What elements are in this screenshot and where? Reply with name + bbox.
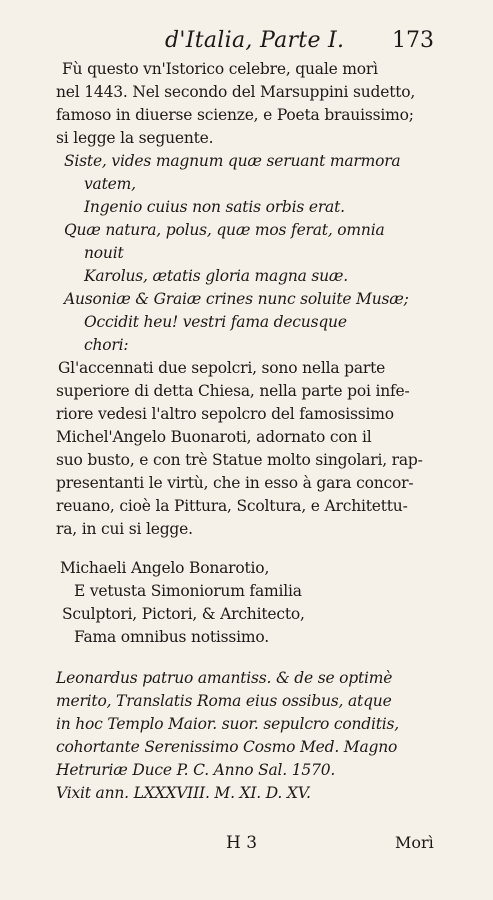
intro-paragraph <box>56 58 444 150</box>
text-line: ra, in cui si legge. <box>56 520 193 538</box>
page-body <box>56 58 444 805</box>
text-line: reuano, cioè la Pittura, Scoltura, e Architettu- <box>56 497 408 515</box>
epitaph-line: Karolus, ætatis gloria magna suæ. <box>84 267 349 285</box>
inscription-line: in hoc Templo Maior. suor. sepulcro conditis, <box>56 715 400 733</box>
text-line: si legge la seguente. <box>56 129 214 147</box>
epitaph-line: Michaeli Angelo Bonarotio, <box>60 559 270 577</box>
text-line: riore vedesi l'altro sepolcro del famosissimo <box>56 405 394 423</box>
page-footer <box>0 833 493 863</box>
page-header <box>0 28 493 60</box>
inscription-line: merito, Translatis Roma eius ossibus, atque <box>56 692 392 710</box>
second-paragraph <box>56 357 444 541</box>
inscription-line: Vixit ann. LXXXVIII. M. XI. D. XV. <box>56 784 311 802</box>
epitaph-line: Fama omnibus notissimo. <box>74 628 270 646</box>
inscription-line: Leonardus patruo amantiss. & de se optimè <box>56 669 393 687</box>
epitaph-line: vatem, <box>84 175 136 193</box>
text-line: superiore di detta Chiesa, nella parte poi infe- <box>56 382 410 400</box>
inscription-line: Hetruriæ Duce P. C. Anno Sal. 1570. <box>56 761 336 779</box>
epitaph-line: Sculptori, Pictori, & Architecto, <box>62 605 305 623</box>
buonarroti-epitaph <box>56 557 444 649</box>
dedication-inscription <box>56 667 444 805</box>
epitaph-line: nouit <box>84 244 124 262</box>
marsuppini-epitaph <box>56 150 444 357</box>
inscription-line: cohortante Serenissimo Cosmo Med. Magno <box>56 738 398 756</box>
text-line: Gl'accennati due sepolcri, sono nella parte <box>58 359 386 377</box>
epitaph-line: Quæ natura, polus, quæ mos ferat, omnia <box>64 221 385 239</box>
text-line: nel 1443. Nel secondo del Marsuppini sudetto, <box>56 83 416 101</box>
catchword: Morì <box>395 833 434 852</box>
text-line: Michel'Angelo Buonaroti, adornato con il <box>56 428 372 446</box>
text-line: Fù questo vn'Istorico celebre, quale morì <box>62 60 378 78</box>
text-line: famoso in diuerse scienze, e Poeta brauissimo; <box>56 106 414 124</box>
epitaph-line: chori: <box>84 336 129 354</box>
epitaph-line: Siste, vides magnum quæ seruant marmora <box>64 152 401 170</box>
signature-mark: H 3 <box>226 833 258 853</box>
text-line: suo busto, e con trè Statue molto singolari, rap- <box>56 451 423 469</box>
epitaph-line: E vetusta Simoniorum familia <box>74 582 302 600</box>
epitaph-line: Occidit heu! vestri fama decusque <box>84 313 347 331</box>
page-number: 173 <box>392 28 434 53</box>
epitaph-line: Ingenio cuius non satis orbis erat. <box>84 198 345 216</box>
text-line: presentanti le virtù, che in esso à gara concor- <box>56 474 414 492</box>
epitaph-line: Ausoniæ & Graiæ crines nunc soluite Musæ; <box>64 290 409 308</box>
running-title: d'Italia, Parte I. <box>165 28 345 53</box>
